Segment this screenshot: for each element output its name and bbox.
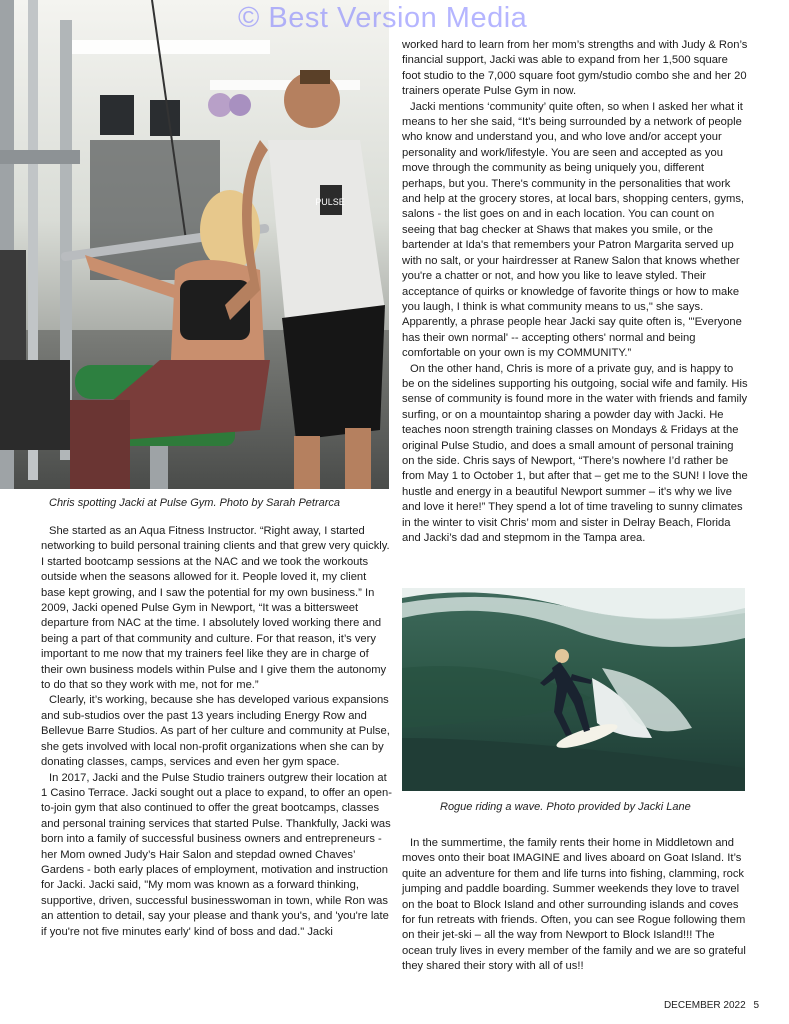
watermark: © Best Version Media — [238, 2, 528, 34]
article-right-column-top — [402, 38, 748, 546]
gym-photo-caption: Chris spotting Jacki at Pulse Gym. Photo by Sarah Petrarca — [49, 497, 341, 509]
article-left-column — [41, 524, 393, 940]
surf-photo-illustration — [402, 588, 745, 791]
article-right-column-bottom — [402, 836, 748, 975]
article-paragraph: She started as an Aqua Fitness Instructor. “Right away, I started networking to build personal training clients and that grew very quickly. I started bootcamp sessions at the NAC and we took the workouts outside when the seasons allowed for it. People loved it, my client base kept growing, and I saw the potential for my own business.” In 2009, Jacki opened Pulse Gym in Newport, “It was a bittersweet departure from NAC at the time. I absolutely loved working there and being a part of that community and culture. For that reason, it’s very important to me now that my trainers feel like they are in charge of their own business models within Pulse and I give them the autonomy to do that so they work with me, not for me.” — [41, 525, 390, 692]
article-paragraph: Jacki mentions ‘community’ quite often, so when I asked her what it means to her she said, “It's being surrounded by a network of people who know and understand you, and who love and/or accept your personality and work/lifestyle. You are seen and accepted as you move through the community as being uniquely you, different perhaps, but you. There's community in the personalities that work and help at the grocery stores, at local bars, shopping centers, gyms, salons - the list goes on and in each location. You can count on seeing that bag checker at Shaws that makes you smile, or the bartender at Ida's that remembers your Patron Margarita served up with no salt, or your hairdresser at Ranew Salon that knows whether you're a chatter or not, and how you like to leave styled. Their acceptance of quirks or knowledge of favorite things or how to make you laugh, I think is what community means to us," she says. Apparently, a phrase people hear Jacki say quite often is, "'Everyone has their own normal' -- accepting others' normal and being comfortable on your own is my COMMUNITY.” — [402, 100, 745, 360]
surf-photo — [402, 588, 745, 791]
shirt-logo-text: PULSE — [315, 197, 345, 207]
article-paragraph: In the summertime, the family rents their home in Middletown and moves onto their boat IMAGINE and lives aboard on Goat Island. It’s quite an adventure for them and life turns into fishing, clamming, rock jumping and paddle boarding. Summer weekends they love to travel on the boat to Block Island and other surrounding islands and coves for fun retreats with friends. Often, you can see Rogue following them on their jet-ski – all the way from Newport to Block Island!!! The ocean truly lives in every member of the family and we are so grateful they shared their story with all of us!! — [402, 837, 746, 973]
gym-photo-illustration — [0, 0, 389, 489]
article-paragraph: On the other hand, Chris is more of a private guy, and is happy to be on the sidelines supporting his outgoing, social wife and family. His sense of community is found more in the water with friends and family surfing, or on a mountaintop sharing a powder day with Jacki. He teaches noon strength training classes on Mondays & Fridays at the original Pulse Studio, and does a small amount of personal training on the side. Chris says of Newport, “There’s nowhere I’d rather be from May 1 to October 1, but after that – get me to the SUN! I love the hustle and energy in a beautiful Newport summer – it’s why we live and love it here!” They spend a lot of time traveling to sunny climates in the winter to visit Chris’ mom and sister in Delray Beach, Florida and Jacki’s dad and stepmom in the Tampa area. — [402, 362, 748, 544]
article-paragraph: In 2017, Jacki and the Pulse Studio trainers outgrew their location at 1 Casino Terrace. Jacki sought out a place to expand, to offer an open-to-join gym that also continued to offer the great bootcamps, classes and personal training services that started Pulse. Thankfully, Jacki was born into a family of successful business owners and entrepreneurs - her Mom owned Judy’s Hair Salon and stepdad owned Chaves’ Gardens - both early places of employment, motivation and instruction for Jacki. Jacki said, "My mom was known as a forward thinking, supportive, driven, successful businesswoman in town, while Ron was an attention to detail, say your please and thank you's, and 'you're late if you're not five minutes early' kind of boss and dad." Jacki — [41, 771, 392, 938]
article-paragraph: Clearly, it’s working, because she has developed various expansions and sub-studios over the past 13 years including Energy Row and Bellevue Barre Studios. As part of her culture and community at Pulse, she gets involved with local non-profit organizations when she can by donating classes, camps, services and even her gym space. — [41, 694, 390, 769]
page-number: 5 — [753, 1000, 759, 1011]
issue-date: DECEMBER 2022 — [663, 1000, 746, 1011]
gym-photo — [0, 0, 389, 489]
page-footer — [664, 1000, 759, 1011]
article-paragraph: worked hard to learn from her mom’s strengths and with Judy & Ron’s financial support, Jacki was able to expand from her 1,500 square foot studio to the 7,000 square foot gym/studio combo she and her 20 trainers operate Pulse Gym in now. — [402, 39, 748, 98]
surf-photo-caption: Rogue riding a wave. Photo provided by Jacki Lane — [440, 801, 691, 813]
